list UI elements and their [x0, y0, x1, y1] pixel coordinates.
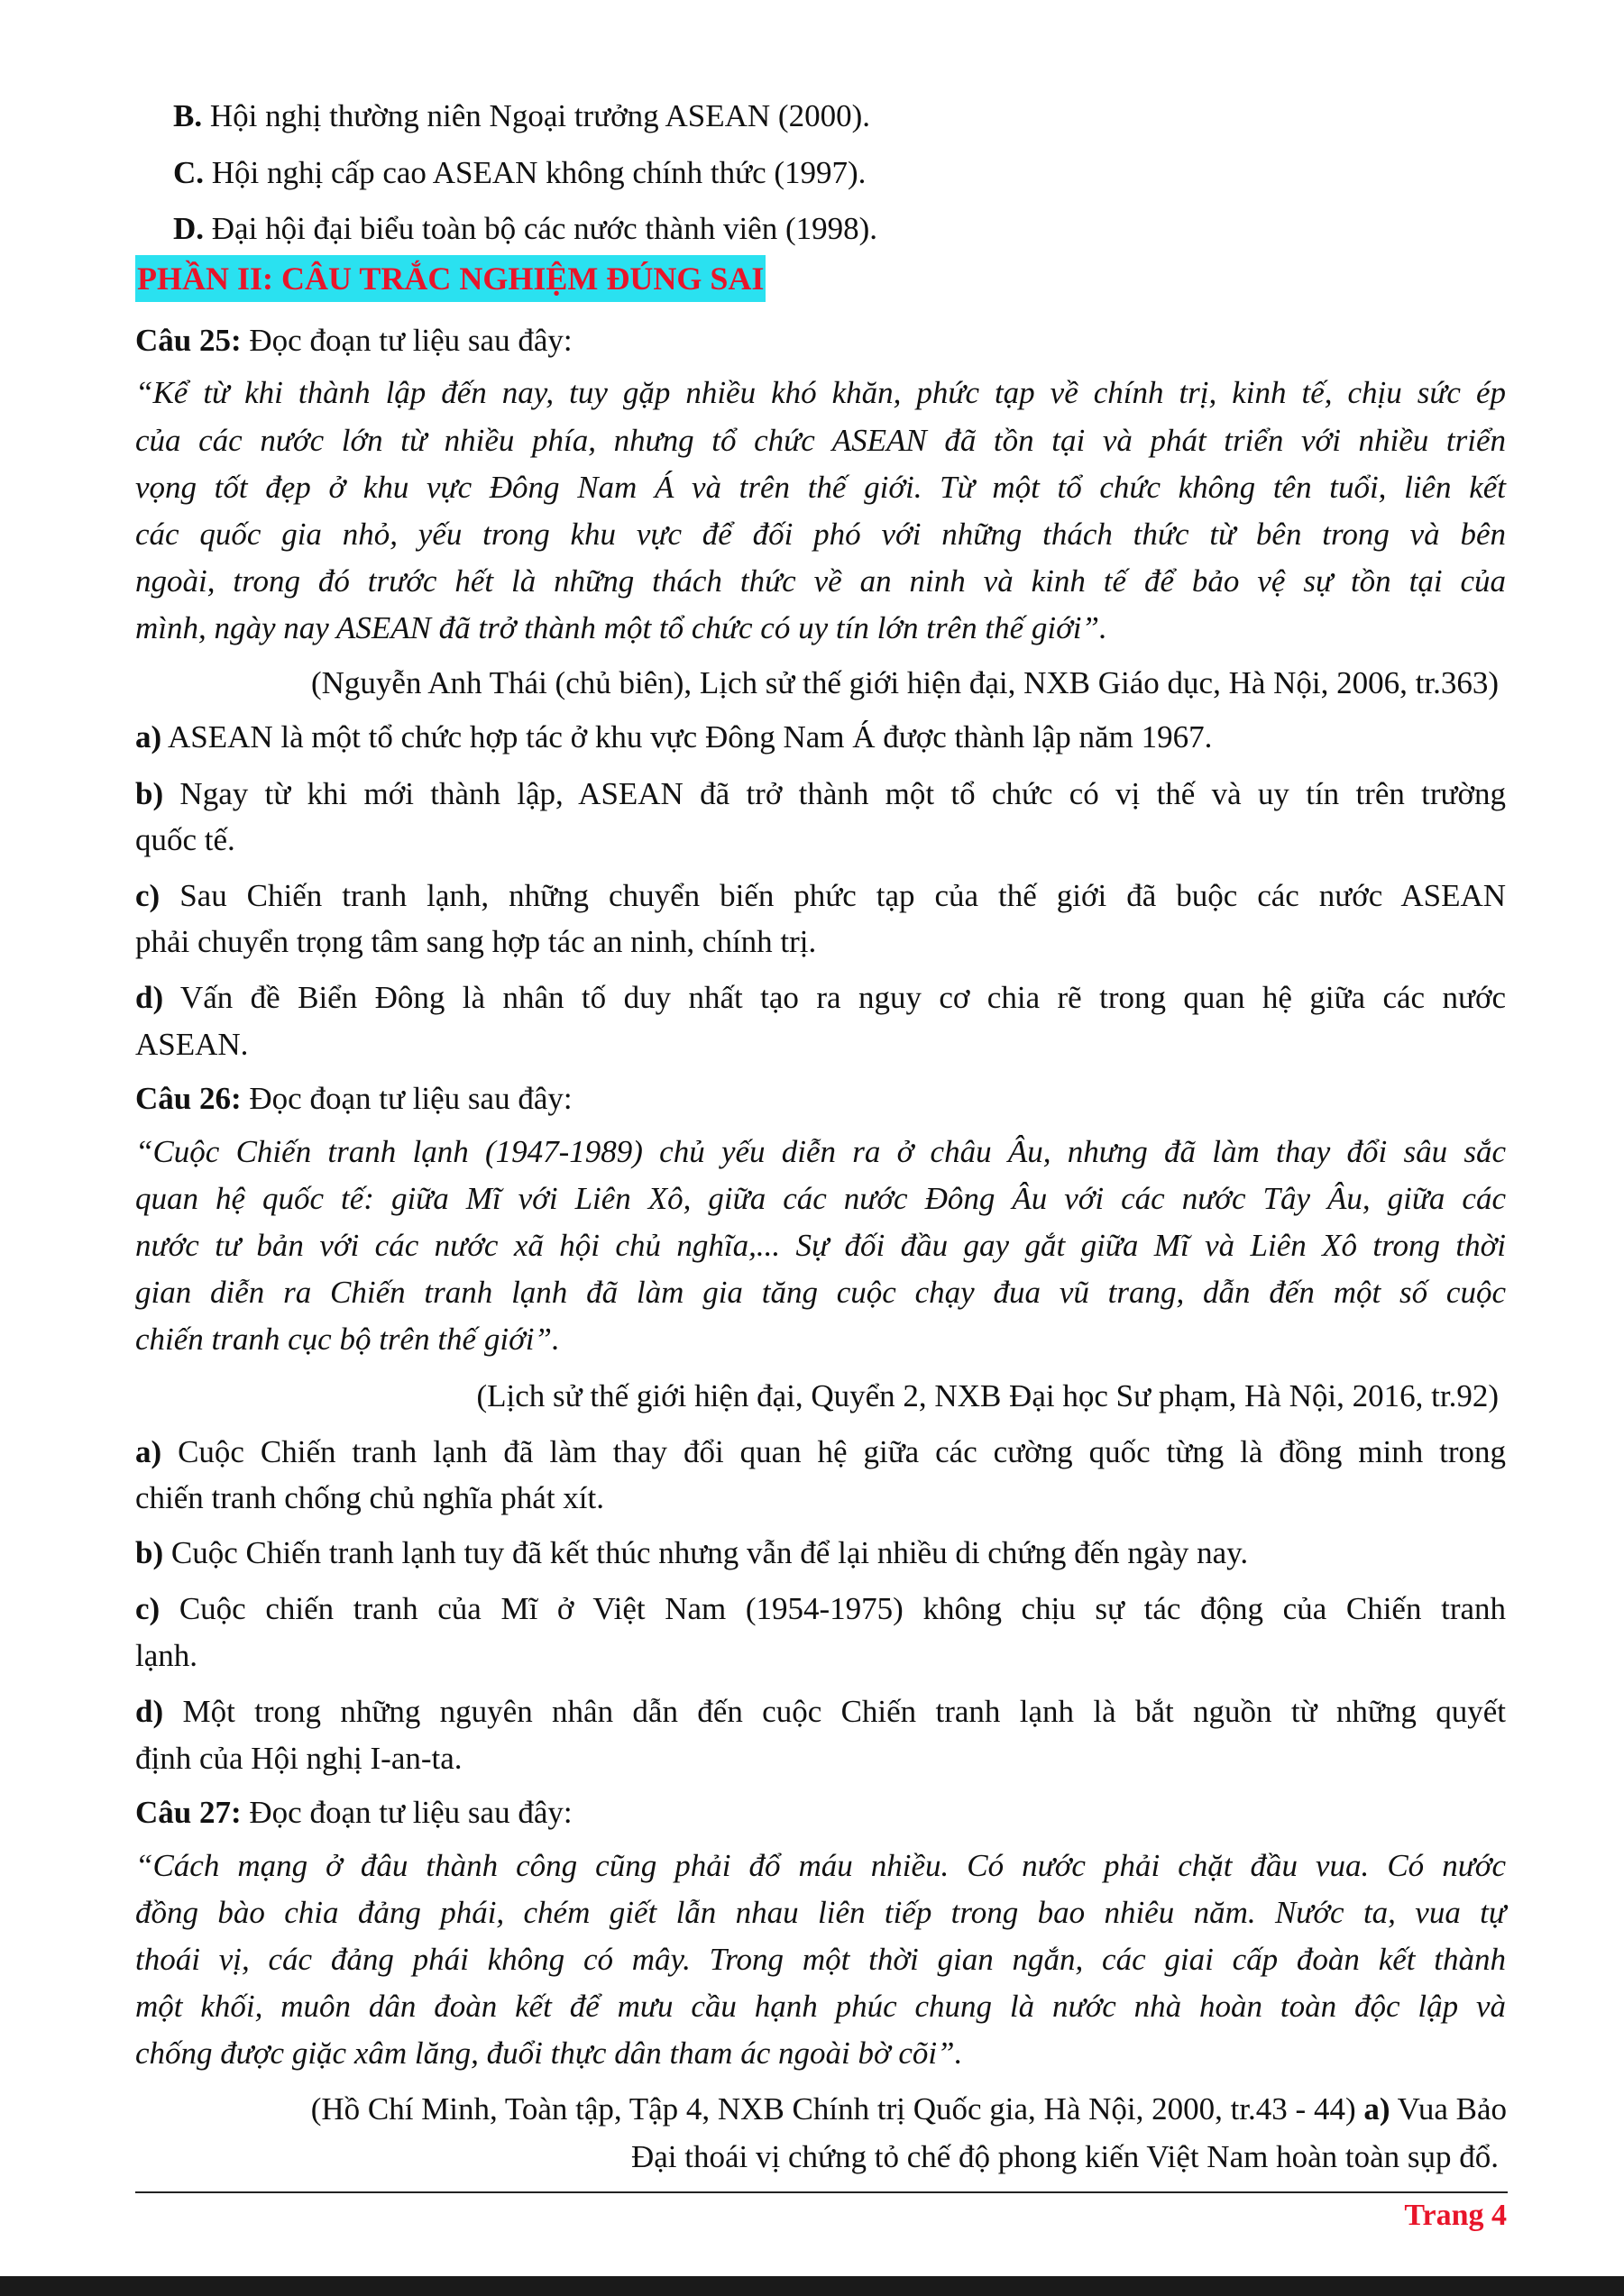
q26-statement-a: a) Cuộc Chiến tranh lạnh đã làm thay đổi quan hệ giữa các cường quốc từng là đồng minh trong: [135, 1434, 1506, 1469]
q26-statement-a-cont: chiến tranh chống chủ nghĩa phát xít.: [135, 1480, 604, 1515]
option-b: B. Hội nghị thường niên Ngoại trưởng ASEAN (2000).: [173, 98, 870, 133]
question-27-heading: Câu 27: Đọc đoạn tư liệu sau đây:: [135, 1795, 573, 1830]
q27-quote-line: đồng bào chia đảng phái, chém giết lẫn nhau liên tiếp trong bao nhiêu năm. Nước ta, vua tự: [135, 1895, 1506, 1930]
q27-quote-line: chống được giặc xâm lăng, đuổi thực dân tham ác ngoài bờ cõi”.: [135, 2035, 963, 2071]
q26-quote-line: nước tư bản với các nước xã hội chủ nghĩa,... Sự đối đầu gay gắt giữa Mĩ và Liên Xô trong thời: [135, 1228, 1506, 1263]
q25-quote-line: vọng tốt đẹp ở khu vực Đông Nam Á và trên thế giới. Từ một tổ chức không tên tuổi, liên kết: [135, 470, 1506, 505]
q26-statement-d-cont: định của Hội nghị I-an-ta.: [135, 1741, 463, 1776]
q25-quote-line: các quốc gia nhỏ, yếu trong khu vực để đối phó với những thách thức từ bên trong và bên: [135, 517, 1506, 552]
option-c: C. Hội nghị cấp cao ASEAN không chính thức (1997).: [173, 155, 867, 190]
q26-statement-d: d) Một trong những nguyên nhân dẫn đến cuộc Chiến tranh lạnh là bắt nguồn từ những quyết: [135, 1694, 1506, 1729]
q26-quote-line: quan hệ quốc tế: giữa Mĩ với Liên Xô, giữa các nước Đông Âu với các nước Tây Âu, giữa các: [135, 1181, 1506, 1216]
section-title: PHẦN II: CÂU TRẮC NGHIỆM ĐÚNG SAI: [135, 255, 766, 302]
q27-quote-line: một khối, muôn dân đoàn kết để mưu cầu hạnh phúc chung là nước nhà hoàn toàn độc lập và: [135, 1989, 1506, 2024]
page-bottom-edge: [0, 2276, 1624, 2296]
q27-statement-a-cont: Đại thoái vị chứng tỏ chế độ phong kiến Việt Nam hoàn toàn sụp đổ.: [630, 2139, 1499, 2174]
option-d: D. Đại hội đại biểu toàn bộ các nước thành viên (1998).: [173, 211, 878, 246]
q26-quote-line: chiến tranh cục bộ trên thế giới”.: [135, 1322, 560, 1357]
q25-quote-line: ngoài, trong đó trước hết là những thách thức về an ninh và kinh tế để bảo vệ sự tồn tại của: [135, 563, 1506, 599]
q25-statement-c-cont: phải chuyển trọng tâm sang hợp tác an ninh, chính trị.: [135, 924, 817, 959]
q25-quote-line: của các nước lớn từ nhiều phía, nhưng tổ chức ASEAN đã tồn tại và phát triển với nhiều triển: [135, 423, 1506, 458]
q26-source: (Lịch sử thế giới hiện đại, Quyển 2, NXB Đại học Sư phạm, Hà Nội, 2016, tr.92): [476, 1378, 1499, 1413]
q25-statement-c: c) Sau Chiến tranh lạnh, những chuyển biến phức tạp của thế giới đã buộc các nước ASEAN: [135, 878, 1507, 913]
q27-source-and-statement-a: (Hồ Chí Minh, Toàn tập, Tập 4, NXB Chính trị Quốc gia, Hà Nội, 2000, tr.43 - 44) a) Vua Bảo: [310, 2091, 1507, 2127]
q25-statement-a: a) ASEAN là một tổ chức hợp tác ở khu vực Đông Nam Á được thành lập năm 1967.: [135, 719, 1213, 755]
page-number: Trang 4: [1404, 2199, 1507, 2232]
question-26-heading: Câu 26: Đọc đoạn tư liệu sau đây:: [135, 1081, 573, 1116]
q26-statement-c-cont: lạnh.: [135, 1638, 198, 1673]
q26-statement-b: b) Cuộc Chiến tranh lạnh tuy đã kết thúc nhưng vẫn để lại nhiều di chứng đến ngày nay.: [135, 1535, 1249, 1570]
q25-statement-b-cont: quốc tế.: [135, 822, 235, 857]
q25-quote-line: mình, ngày nay ASEAN đã trở thành một tổ chức có uy tín lớn trên thế giới”.: [135, 610, 1107, 645]
q25-quote-line: “Kể từ khi thành lập đến nay, tuy gặp nhiều khó khăn, phức tạp về chính trị, kinh tế, chịu sức ép: [135, 375, 1506, 410]
q26-statement-c: c) Cuộc chiến tranh của Mĩ ở Việt Nam (1954-1975) không chịu sự tác động của Chiến tranh: [135, 1591, 1507, 1626]
question-25-heading: Câu 25: Đọc đoạn tư liệu sau đây:: [135, 323, 573, 358]
q25-statement-b: b) Ngay từ khi mới thành lập, ASEAN đã trở thành một tổ chức có vị thế và uy tín trên trường: [135, 776, 1507, 811]
q26-quote-line: “Cuộc Chiến tranh lạnh (1947-1989) chủ yếu diễn ra ở châu Âu, nhưng đã làm thay đổi sâu sắc: [135, 1134, 1506, 1169]
q27-quote-line: thoái vị, các đảng phái không có mây. Trong một thời gian ngắn, các giai cấp đoàn kết thành: [135, 1942, 1506, 1977]
footer-divider: [135, 2191, 1508, 2193]
q26-quote-line: gian diễn ra Chiến tranh lạnh đã làm gia tăng cuộc chạy đua vũ trang, dẫn đến một số cuộc: [135, 1275, 1506, 1310]
q25-source: (Nguyễn Anh Thái (chủ biên), Lịch sử thế giới hiện đại, NXB Giáo dục, Hà Nội, 2006, tr.363): [310, 665, 1499, 700]
q25-statement-d: d) Vấn đề Biển Đông là nhân tố duy nhất tạo ra nguy cơ chia rẽ trong quan hệ giữa các nước: [135, 980, 1506, 1015]
q27-quote-line: “Cách mạng ở đâu thành công cũng phải đổ máu nhiều. Có nước phải chặt đầu vua. Có nước: [135, 1848, 1506, 1883]
q25-statement-d-cont: ASEAN.: [135, 1027, 249, 1062]
